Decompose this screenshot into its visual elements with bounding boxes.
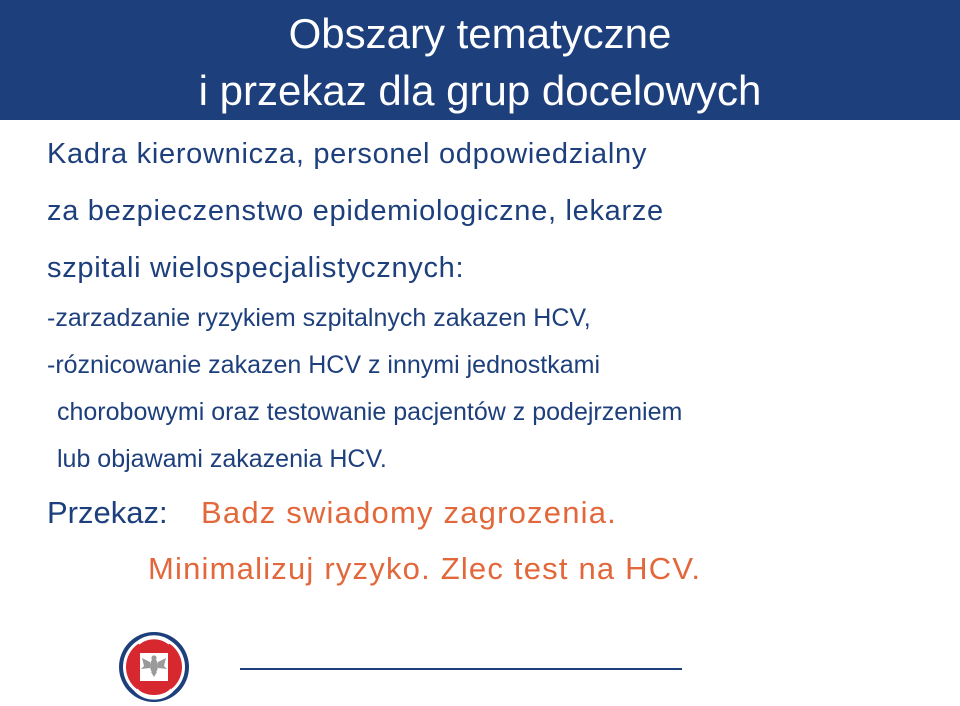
topic-line-3: chorobowymi oraz testowanie pacjentów z podejrzeniem	[57, 398, 683, 426]
slide-title-line-1: Obszary tematyczne	[288, 10, 672, 57]
message-line-2: Minimalizuj ryzyko. Zlec test na HCV.	[148, 551, 702, 586]
audience-line-2: za bezpieczenstwo epidemiologiczne, lekarze	[47, 195, 664, 227]
topic-line-4: lub objawami zakazenia HCV.	[57, 445, 387, 473]
message-line-1: Badz swiadomy zagrozenia.	[201, 495, 617, 530]
footer-divider	[240, 668, 682, 670]
topic-line-2: -róznicowanie zakazen HCV z innymi jednostkami	[47, 351, 601, 379]
title-banner	[0, 0, 960, 120]
topic-line-1: -zarzadzanie ryzykiem szpitalnych zakazen HCV,	[47, 304, 591, 332]
audience-line-3: szpitali wielospecjalistycznych:	[47, 252, 465, 284]
panstwowa-inspekcja-sanitarna-emblem-icon	[118, 631, 190, 703]
message-label: Przekaz:	[47, 495, 168, 530]
audience-line-1: Kadra kierownicza, personel odpowiedzialny	[47, 138, 648, 170]
slide-title-line-2: i przekaz dla grup docelowych	[198, 67, 762, 114]
